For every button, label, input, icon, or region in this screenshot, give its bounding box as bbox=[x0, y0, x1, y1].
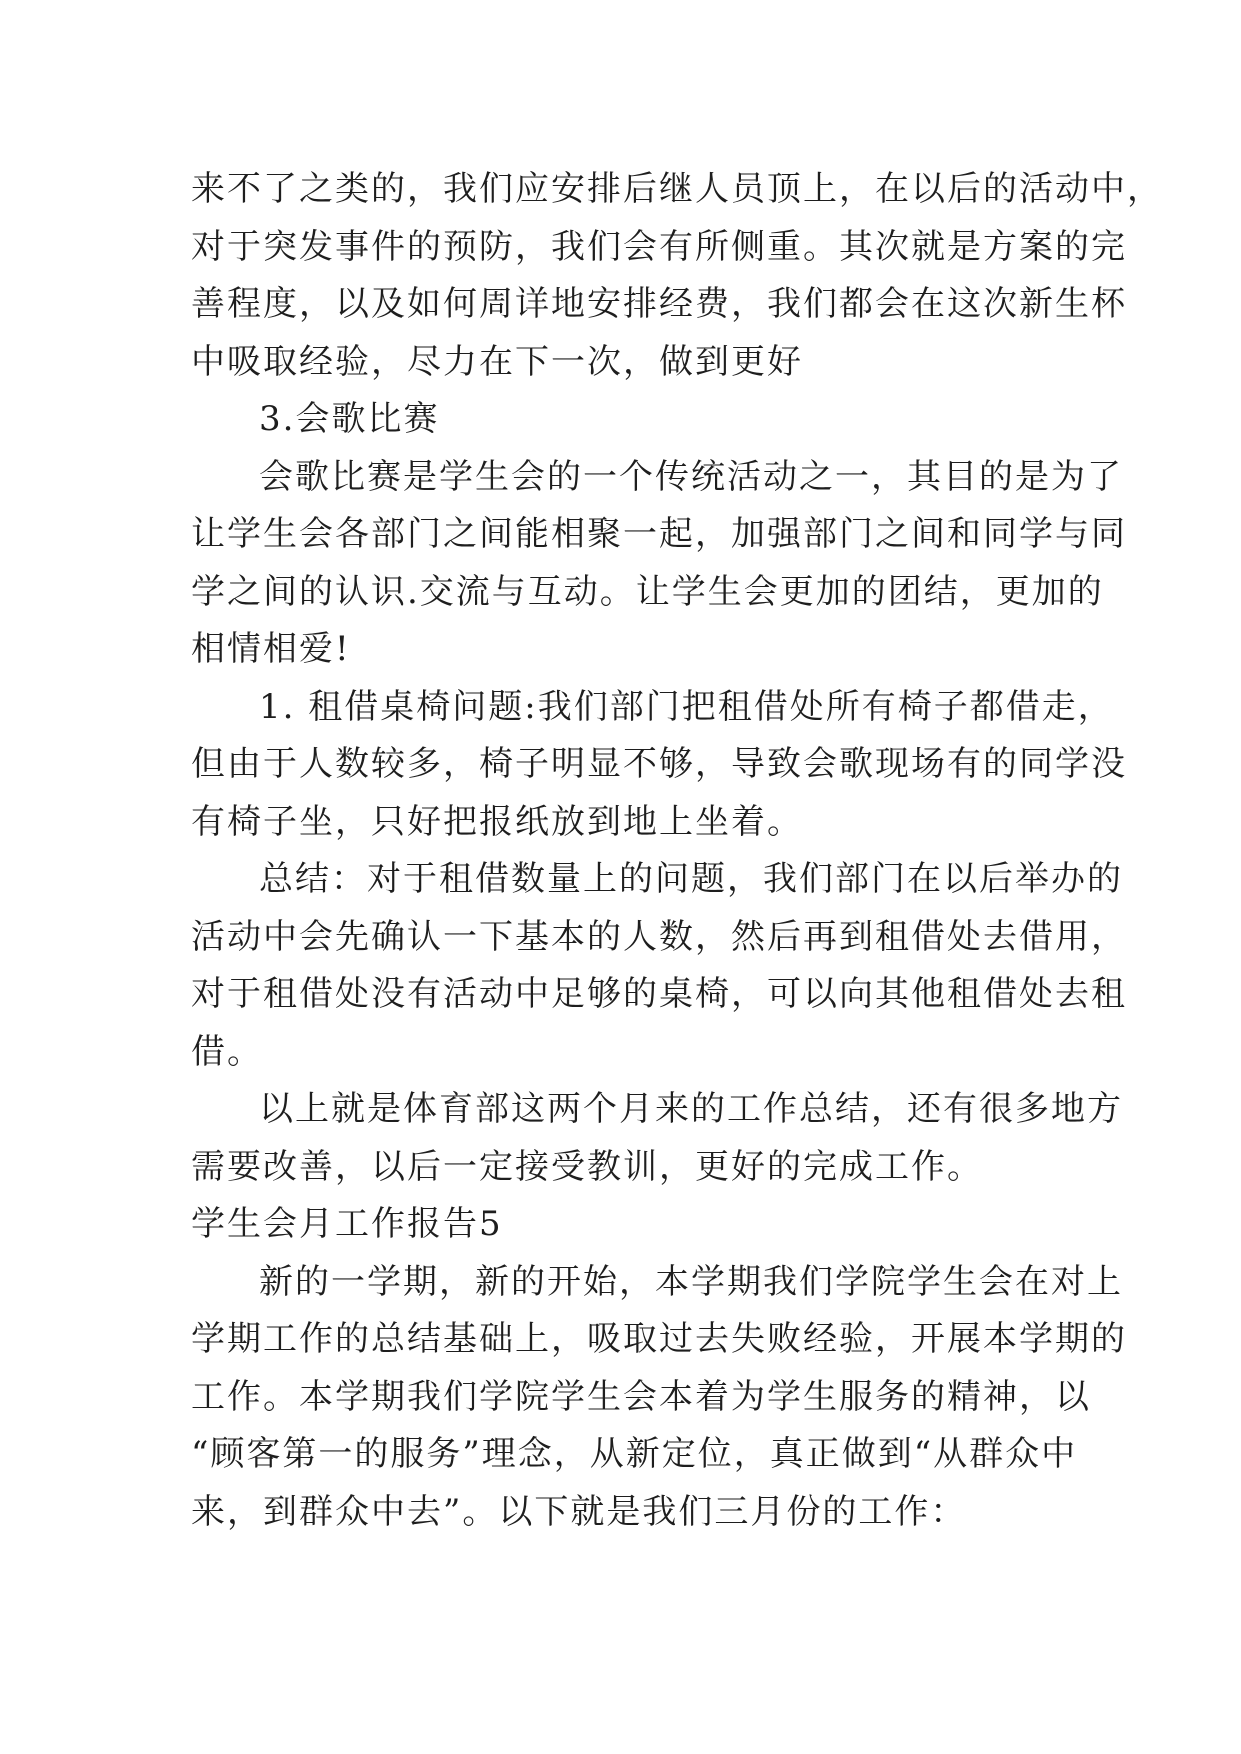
text-line: 借。 bbox=[191, 1031, 263, 1072]
text-line: “顾客第一的服务”理念，从新定位，真正做到“从群众中 bbox=[191, 1434, 1078, 1474]
section-heading-singing-contest bbox=[191, 391, 1061, 449]
text-line: 新的一学期，新的开始，本学期我们学院学生会在对上 bbox=[259, 1261, 1123, 1302]
paragraph-new-semester bbox=[191, 1254, 1127, 1542]
text-line: 来不了之类的，我们应安排后继人员顶上，在以后的活动中， bbox=[191, 169, 1163, 209]
text-line: 让学生会各部门之间能相聚一起，加强部门之间和同学与同 bbox=[191, 514, 1127, 554]
text-line: 但由于人数较多，椅子明显不够，导致会歌现场有的同学没 bbox=[191, 744, 1127, 784]
text-line: 学期工作的总结基础上，吸取过去失败经验，开展本学期的 bbox=[191, 1319, 1127, 1359]
section-title-report-5 bbox=[191, 1196, 1061, 1254]
text-line: 来，到群众中去”。以下就是我们三月份的工作： bbox=[191, 1491, 967, 1532]
text-line: 总结：对于租借数量上的问题，我们部门在以后举办的 bbox=[259, 859, 1123, 899]
text-line: 需要改善，以后一定接受教训，更好的完成工作。 bbox=[191, 1146, 983, 1187]
paragraph-continuation bbox=[191, 161, 1163, 391]
text-line: 对于租借处没有活动中足够的桌椅，可以向其他租借处去租 bbox=[191, 974, 1127, 1014]
text-line: 学生会月工作报告5 bbox=[191, 1204, 503, 1244]
text-line: 有椅子坐，只好把报纸放到地上坐着。 bbox=[191, 801, 803, 842]
text-line: 中吸取经验，尽力在下一次，做到更好 bbox=[191, 341, 803, 382]
text-line: 相情相爱! bbox=[191, 629, 351, 669]
paragraph-singing-contest-intro bbox=[191, 449, 1127, 679]
text-line: 工作。本学期我们学院学生会本着为学生服务的精神，以 bbox=[191, 1376, 1091, 1417]
text-line: 善程度，以及如何周详地安排经费，我们都会在这次新生杯 bbox=[191, 284, 1127, 324]
text-line: 学之间的认识.交流与互动。让学生会更加的团结，更加的 bbox=[191, 571, 1104, 612]
text-line: 以上就是体育部这两个月来的工作总结，还有很多地方 bbox=[259, 1089, 1123, 1129]
paragraph-summary bbox=[191, 851, 1127, 1081]
text-line: 3.会歌比赛 bbox=[259, 399, 440, 439]
text-line: 1. 租借桌椅问题:我们部门把租借处所有椅子都借走， bbox=[259, 686, 1114, 727]
document-body bbox=[191, 161, 1163, 1541]
text-line: 对于突发事件的预防，我们会有所侧重。其次就是方案的完 bbox=[191, 226, 1127, 267]
paragraph-conclusion bbox=[191, 1081, 1123, 1196]
text-line: 会歌比赛是学生会的一个传统活动之一，其目的是为了 bbox=[259, 456, 1123, 497]
text-line: 活动中会先确认一下基本的人数，然后再到租借处去借用， bbox=[191, 916, 1127, 957]
paragraph-chair-rental-issue bbox=[191, 679, 1127, 852]
